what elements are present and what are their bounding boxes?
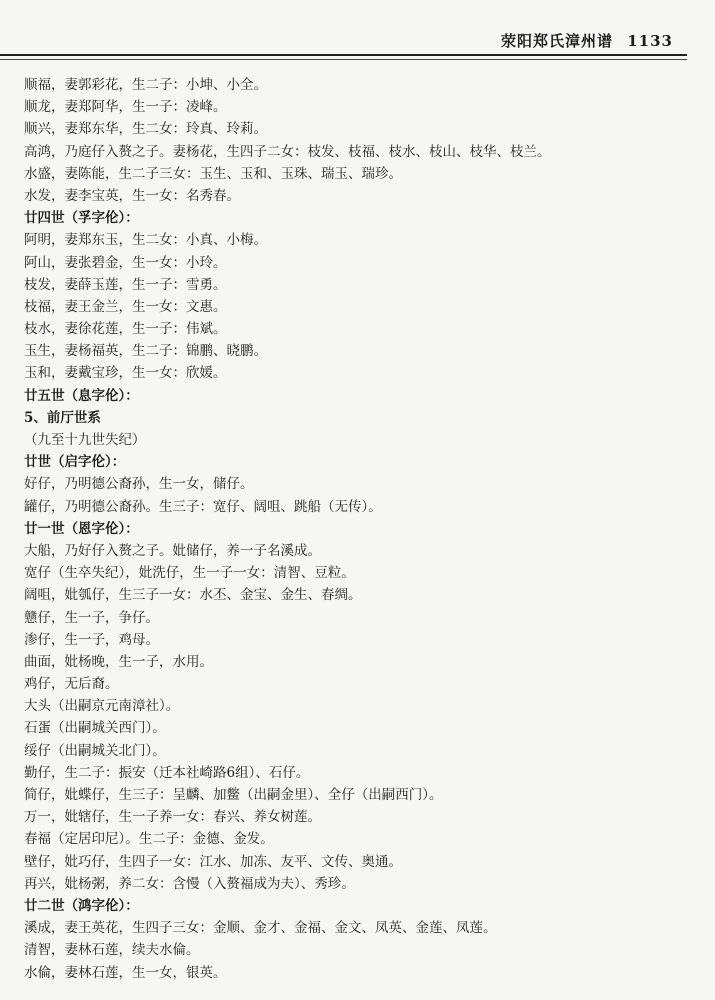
genealogy-entry: 溪成，妻王英花，生四子三女：金顺、金才、金福、金文、凤英、金莲、凤莲。 (24, 920, 497, 937)
genealogy-entry: 大头（出嗣京元南漳社）。 (24, 698, 180, 715)
genealogy-entry: 阿明，妻郑东玉，生二女：小真、小梅。 (24, 232, 267, 249)
genealogy-entry: 顺龙，妻郑阿华，生一子：凌峰。 (24, 99, 227, 116)
genealogy-entry: 顺兴，妻郑东华，生二女：玲真、玲莉。 (24, 121, 267, 138)
genealogy-entry: 再兴，妣杨粥，养二女：含慢（入赘福成为夫）、秀珍。 (24, 875, 355, 892)
genealogy-entry: 阔咀，妣瓠仔，生三子一女：水丕、金宝、金生、春绸。 (24, 587, 362, 604)
generation-heading: 廿四世（孚字伦）： (24, 210, 139, 227)
genealogy-entry: 曲面，妣杨晚，生一子，水用。 (24, 653, 213, 670)
generation-heading: 廿二世（鸿字伦）： (24, 897, 139, 914)
page-header (0, 30, 715, 64)
page-number: 1133 (627, 32, 673, 50)
genealogy-entry: 枝福，妻王金兰，生一女：文惠。 (24, 298, 227, 315)
generation-heading: 廿世（启字伦）： (24, 454, 126, 471)
genealogy-entry: 玉和，妻戴宝珍，生一女：欣媛。 (24, 365, 227, 382)
genealogy-entry: 宽仔（生卒失纪），妣洗仔，生一子一女：清智、豆粒。 (24, 565, 355, 582)
book-title: 荥阳郑氏漳州谱 (501, 32, 614, 50)
genealogy-entry: 鸡仔，无后裔。 (24, 676, 119, 693)
genealogy-entry: 枝水，妻徐花莲，生一子：伟斌。 (24, 321, 227, 338)
genealogy-entry: 枝发，妻薛玉莲，生一子：雪勇。 (24, 276, 227, 293)
genealogy-entry: 水盛，妻陈能，生二子三女：玉生、玉和、玉珠、瑞玉、瑞珍。 (24, 165, 402, 182)
genealogy-entry: （九至十九世失纪） (24, 432, 146, 448)
genealogy-entry: 高鸿，乃庭仔入赘之子。妻杨花，生四子二女：枝发、枝福、枝水、枝山、枝华、枝兰。 (24, 143, 551, 160)
header-rule (0, 54, 687, 56)
page-body (24, 74, 684, 984)
genealogy-entry: 罐仔，乃明德公裔孙。生三子：宽仔、阔咀、跳船（无传）。 (24, 498, 382, 515)
genealogy-entry: 万一，妣辖仔，生一子养一女：春兴、养女树莲。 (24, 809, 321, 826)
genealogy-entry: 大船，乃好仔入赘之子。妣储仔，养一子名溪成。 (24, 542, 321, 559)
genealogy-entry: 清智，妻林石莲，续夫水倫。 (24, 942, 200, 959)
running-head (501, 30, 673, 51)
genealogy-entry: 简仔，妣蝶仔，生三子：呈麟、加鳖（出嗣金里）、全仔（出嗣西门）。 (24, 787, 443, 803)
genealogy-entry: 春福（定居印尼）。生二子：金德、金发。 (24, 831, 274, 848)
genealogy-entry: 戆仔，生一子，争仔。 (24, 609, 159, 626)
genealogy-entry: 渗仔，生一子，鸡母。 (24, 631, 159, 648)
genealogy-entry: 顺福，妻郭彩花，生二子：小坤、小全。 (24, 77, 267, 93)
genealogy-entry: 玉生，妻杨福英，生二子：锦鹏、晓鹏。 (24, 343, 267, 360)
generation-heading: 5、前厅世系 (24, 409, 101, 426)
genealogy-entry: 水倫，妻林石莲，生一女，银英。 (24, 964, 227, 981)
header-rule-thin (0, 59, 687, 60)
genealogy-entry: 阿山，妻张碧金，生一女：小玲。 (24, 254, 227, 271)
genealogy-entry: 石蛋（出嗣城关西门）。 (24, 720, 166, 737)
genealogy-entry: 水发，妻李宝英，生一女：名秀春。 (24, 187, 240, 204)
genealogy-entry: 壁仔，妣巧仔，生四子一女：江水、加冻、友平、文传、奥通。 (24, 853, 402, 870)
generation-heading: 廿一世（恩字伦）： (24, 520, 139, 537)
generation-heading: 廿五世（息字伦）： (24, 387, 139, 404)
genealogy-entry: 好仔，乃明德公裔孙，生一女，储仔。 (24, 476, 254, 493)
genealogy-entry: 绥仔（出嗣城关北门）。 (24, 742, 166, 759)
genealogy-entry: 勤仔，生二子：振安（迁本社崎路6组）、石仔。 (24, 764, 310, 781)
